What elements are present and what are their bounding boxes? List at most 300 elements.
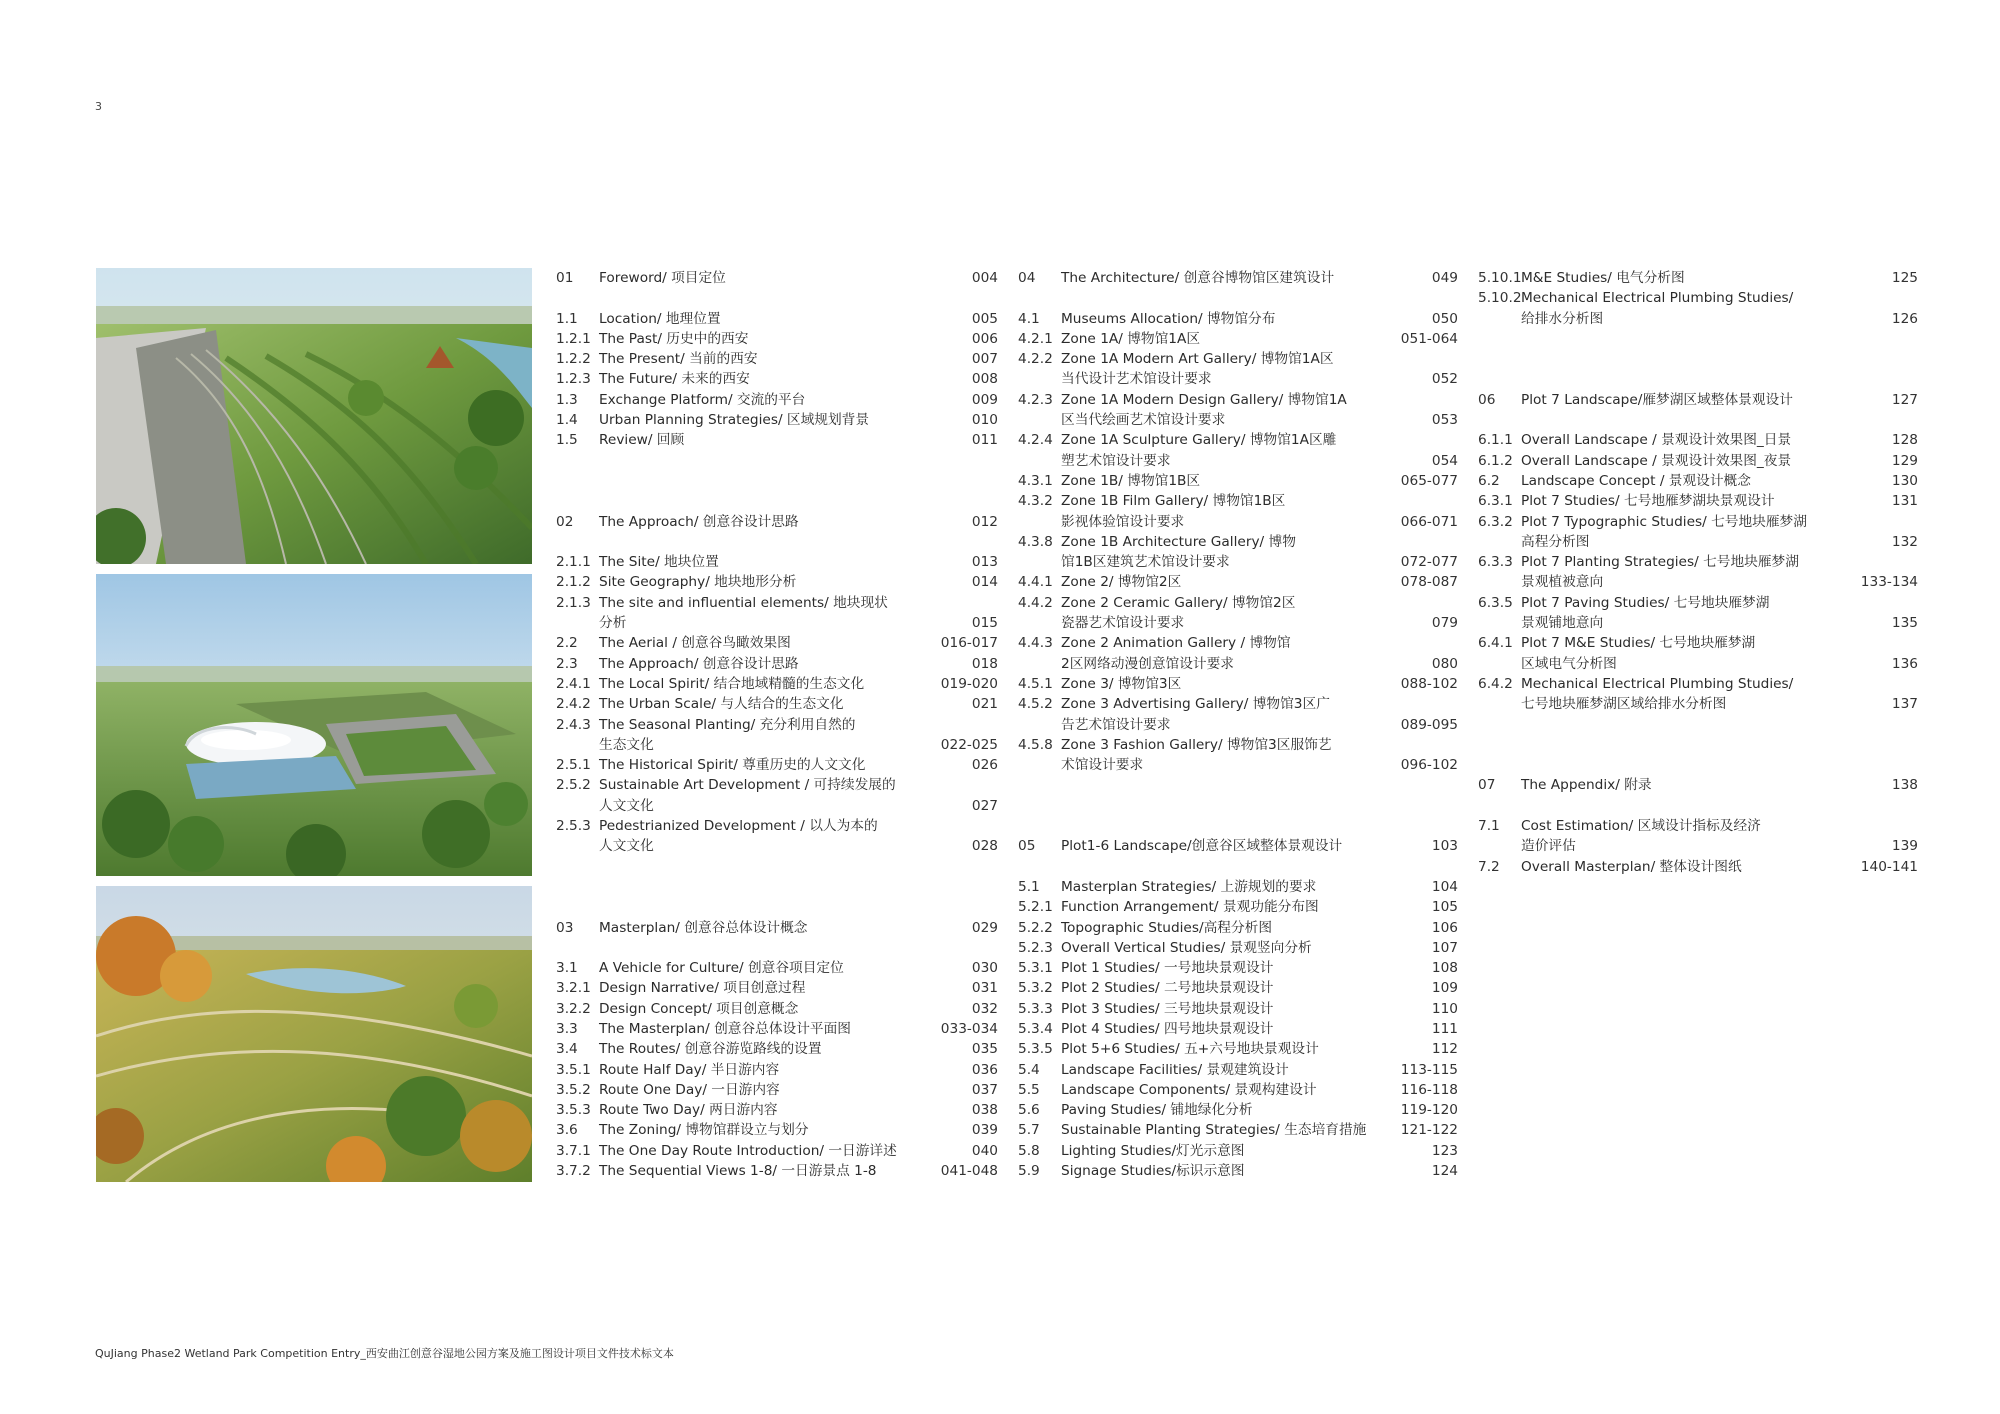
- toc-entry-number: 03: [556, 919, 574, 936]
- toc-entry-number: 4.4.3: [1018, 635, 1053, 652]
- toc-entry[interactable]: [1018, 1141, 1458, 1161]
- toc-entry[interactable]: [1018, 938, 1458, 958]
- toc-entry-title: [1521, 471, 1892, 491]
- toc-entry[interactable]: [1018, 572, 1458, 592]
- toc-entry-number: 5.3.4: [1018, 1020, 1053, 1037]
- toc-entry[interactable]: [1478, 512, 1918, 553]
- toc-entry-number: 3.5.1: [556, 1061, 591, 1078]
- toc-entry[interactable]: [1018, 1039, 1458, 1059]
- toc-entry-number: 04: [1018, 270, 1036, 286]
- toc-entry[interactable]: [556, 674, 998, 694]
- toc-entry-number: 4.1: [1018, 310, 1040, 327]
- toc-entry-page: 035: [971, 1041, 998, 1058]
- toc-entry-title: [599, 694, 972, 714]
- toc-entry-number: 07: [1478, 777, 1496, 794]
- toc-entry-title-line: 给排水分析图: [1521, 310, 1604, 327]
- toc-entry-page: 121-122: [1400, 1122, 1458, 1139]
- toc-entry[interactable]: [1018, 674, 1458, 694]
- toc-entry-page: 127: [1891, 391, 1918, 408]
- toc-entry[interactable]: [556, 816, 998, 857]
- toc-entry-title-line: Zone 1A Sculpture Gallery/ 博物馆1A区雕: [1061, 432, 1337, 449]
- toc-entry-title: [1521, 268, 1892, 288]
- page-number: 3: [95, 100, 102, 113]
- toc-entry-title-line: 塑艺术馆设计要求: [1061, 452, 1171, 469]
- toc-entry[interactable]: [556, 1161, 998, 1181]
- toc-entry-number: 01: [556, 270, 574, 286]
- toc-entry[interactable]: [556, 369, 998, 389]
- toc-entry[interactable]: [556, 715, 998, 756]
- toc-entry-title: [1061, 1019, 1432, 1039]
- toc-entry-title-line: Zone 3/ 博物馆3区: [1061, 675, 1182, 692]
- toc-entry[interactable]: [556, 633, 998, 653]
- toc-entry[interactable]: [1018, 1100, 1458, 1120]
- toc-entry-title-line: Zone 3 Advertising Gallery/ 博物馆3区广: [1061, 696, 1330, 713]
- toc-entry-title: [599, 633, 941, 653]
- toc-entry-title: [1061, 309, 1432, 329]
- toc-entry-number: 4.2.3: [1018, 391, 1053, 408]
- toc-entry-number: 4.2.1: [1018, 330, 1053, 347]
- toc-entry-title-line: Overall Landscape / 景观设计效果图_夜景: [1521, 452, 1792, 469]
- toc-entry-number: 4.3.8: [1018, 533, 1053, 550]
- toc-entry-title: [1061, 593, 1432, 634]
- toc-entry-number: 3.6: [556, 1122, 578, 1139]
- toc-entry-page: 052: [1431, 371, 1458, 388]
- toc-entry-page: 137: [1891, 696, 1918, 713]
- toc-entry-title: [599, 715, 941, 756]
- toc-entry-title-line: The One Day Route Introduction/ 一日游详述: [599, 1142, 897, 1159]
- toc-entry[interactable]: [556, 1019, 998, 1039]
- toc-entry-title: [599, 755, 972, 775]
- toc-entry-title: [599, 1141, 972, 1161]
- toc-entry-page: 016-017: [940, 635, 998, 652]
- toc-entry[interactable]: [556, 1120, 998, 1140]
- toc-entry[interactable]: [556, 1039, 998, 1059]
- toc-entry-title: [1061, 1100, 1401, 1120]
- toc-entry[interactable]: [1018, 430, 1458, 471]
- toc-entry-title-line: Function Arrangement/ 景观功能分布图: [1061, 899, 1319, 916]
- toc-entry-page: 011: [971, 432, 998, 449]
- toc-entry[interactable]: [556, 410, 998, 430]
- toc-entry-number: 5.1: [1018, 878, 1040, 895]
- toc-entry-page: 004: [971, 270, 998, 286]
- toc-entry-title-line: Cost Estimation/ 区域设计指标及经济: [1521, 818, 1761, 835]
- toc-entry-number: 2.1.2: [556, 574, 591, 591]
- toc-entry[interactable]: [1018, 958, 1458, 978]
- toc-entry-number: 1.3: [556, 391, 578, 408]
- toc-entry-title-line: Zone 1A Modern Art Gallery/ 博物馆1A区: [1061, 351, 1334, 368]
- toc-entry-title-line: Plot 5+6 Studies/ 五+六号地块景观设计: [1061, 1041, 1319, 1058]
- toc-entry-page: 140-141: [1860, 858, 1918, 875]
- toc-entry-title: [599, 674, 941, 694]
- toc-entry-title: [1521, 451, 1892, 471]
- toc-entry-number: 6.3.1: [1478, 493, 1513, 510]
- toc-entry[interactable]: [1018, 1161, 1458, 1181]
- toc-entry[interactable]: [1018, 1060, 1458, 1080]
- toc-entry[interactable]: [1478, 288, 1918, 329]
- toc-entry-number: 2.5.1: [556, 757, 591, 774]
- toc-entry[interactable]: [1018, 1019, 1458, 1039]
- toc-entry-page: 053: [1431, 412, 1458, 429]
- toc-entry-title: [599, 512, 972, 532]
- toc-entry-page: 080: [1431, 655, 1458, 672]
- toc-entry-title-line: 景观铺地意向: [1521, 615, 1604, 632]
- toc-entry-title: [1061, 918, 1432, 938]
- toc-entry-page: 131: [1891, 493, 1918, 510]
- toc-entry-title: [1061, 390, 1432, 431]
- toc-entry-title-line: 高程分析图: [1521, 533, 1590, 550]
- toc-entry-title-line: Overall Landscape / 景观设计效果图_日景: [1521, 432, 1792, 449]
- toc-entry-title-line: Route Half Day/ 半日游内容: [599, 1061, 780, 1078]
- toc-entry-number: 1.5: [556, 432, 578, 449]
- toc-entry-page: 028: [971, 838, 998, 855]
- toc-entry-title-line: Plot 1 Studies/ 一号地块景观设计: [1061, 960, 1274, 977]
- toc-entry-title: [1061, 999, 1432, 1019]
- toc-entry-title-line: Design Concept/ 项目创意概念: [599, 1000, 799, 1017]
- toc-entry-title-line: Mechanical Electrical Plumbing Studies/: [1521, 675, 1794, 692]
- toc-entry-number: 2.2: [556, 635, 578, 652]
- toc-entry-page: 005: [971, 310, 998, 327]
- toc-entry[interactable]: [1478, 451, 1918, 471]
- toc-entry-page: 007: [971, 351, 998, 368]
- toc-entry-number: 3.7.1: [556, 1142, 591, 1159]
- toc-entry-page: 104: [1431, 878, 1458, 895]
- toc-entry[interactable]: [556, 978, 998, 998]
- toc-entry[interactable]: [556, 775, 998, 816]
- toc-entry-title-line: 人文文化: [599, 797, 654, 814]
- toc-entry-number: 4.2.2: [1018, 351, 1053, 368]
- toc-entry-title-line: Paving Studies/ 铺地绿化分析: [1061, 1102, 1253, 1119]
- toc-entry-number: 3.3: [556, 1020, 578, 1037]
- toc-entry[interactable]: [1478, 430, 1918, 450]
- toc-entry-page: 126: [1891, 310, 1918, 327]
- toc-entry-title: [599, 593, 972, 634]
- toc-entry-page: 039: [971, 1122, 998, 1139]
- toc-entry-page: 049: [1431, 270, 1458, 286]
- toc-entry-number: 3.5.2: [556, 1081, 591, 1098]
- toc-entry-title: [1061, 329, 1401, 349]
- toc-entry-page: 129: [1891, 452, 1918, 469]
- toc-entry-number: 5.3.3: [1018, 1000, 1053, 1017]
- toc-entry-title-line: The Seasonal Planting/ 充分利用自然的: [599, 716, 856, 733]
- toc-entry[interactable]: [556, 1100, 998, 1120]
- toc-entry[interactable]: [1018, 309, 1458, 329]
- toc-entry-page: 096-102: [1400, 757, 1458, 774]
- toc-entry-title: [1521, 430, 1892, 450]
- toc-entry-title-line: The site and influential elements/ 地块现状: [599, 594, 888, 611]
- toc-entry-page: 009: [971, 391, 998, 408]
- toc-entry-title-line: Location/ 地理位置: [599, 310, 721, 327]
- toc-entry[interactable]: [1478, 552, 1918, 593]
- toc-entry-title-line: The Appendix/ 附录: [1521, 777, 1652, 794]
- toc-entry[interactable]: [556, 1141, 998, 1161]
- photo-aerial-wetland-park-top: [96, 268, 532, 564]
- toc-entry-number: 5.7: [1018, 1122, 1040, 1139]
- toc-entry-title: [1061, 958, 1432, 978]
- toc-entry[interactable]: [556, 572, 998, 592]
- toc-entry-page: 078-087: [1400, 574, 1458, 591]
- toc-entry[interactable]: [1478, 471, 1918, 491]
- toc-section-heading[interactable]: [1478, 775, 1918, 795]
- toc-entry[interactable]: [1478, 268, 1918, 288]
- toc-entry-title-line: Foreword/ 项目定位: [599, 270, 726, 286]
- toc-entry[interactable]: [1018, 491, 1458, 532]
- toc-column-2: [1018, 268, 1458, 1181]
- toc-entry-title: [1521, 674, 1892, 715]
- toc-entry-number: 5.6: [1018, 1102, 1040, 1119]
- toc-section-heading[interactable]: [556, 268, 998, 288]
- toc-entry-title-line: Lighting Studies/灯光示意图: [1061, 1142, 1245, 1159]
- toc-entry-title: [1061, 572, 1401, 592]
- toc-entry-title-line: Plot 7 Typographic Studies/ 七号地块雁梦湖: [1521, 513, 1807, 530]
- toc-entry-title-line: 区当代绘画艺术馆设计要求: [1061, 412, 1226, 429]
- toc-entry-title-line: M&E Studies/ 电气分析图: [1521, 270, 1685, 286]
- toc-entry-title-line: Museums Allocation/ 博物馆分布: [1061, 310, 1276, 327]
- toc-entry-title-line: Zone 2/ 博物馆2区: [1061, 574, 1182, 591]
- toc-entry[interactable]: [1018, 1120, 1458, 1140]
- toc-entry-title: [1061, 674, 1401, 694]
- toc-entry-title: [1061, 471, 1401, 491]
- toc-entry-title-line: The Routes/ 创意谷游览路线的设置: [599, 1041, 822, 1058]
- toc-entry-page: 010: [971, 412, 998, 429]
- toc-entry[interactable]: [556, 694, 998, 714]
- toc-entry-page: 051-064: [1400, 330, 1458, 347]
- toc-entry-title: [1521, 390, 1892, 410]
- toc-entry-title: [1061, 1141, 1432, 1161]
- toc-entry-page: 037: [971, 1081, 998, 1098]
- toc-entry[interactable]: [556, 958, 998, 978]
- toc-entry-title-line: Masterplan/ 创意谷总体设计概念: [599, 919, 808, 936]
- toc-entry-title: [1521, 491, 1892, 511]
- photo-aerial-autumn-landscape: [96, 886, 532, 1182]
- toc-entry-title: [599, 369, 972, 389]
- toc-entry-title-line: Plot 7 Studies/ 七号地雁梦湖块景观设计: [1521, 493, 1775, 510]
- toc-entry-number: 3.2.1: [556, 980, 591, 997]
- toc-entry-title-line: Sustainable Planting Strategies/ 生态培育措施: [1061, 1122, 1367, 1139]
- heading-spacer: [556, 532, 998, 552]
- toc-entry[interactable]: [1018, 390, 1458, 431]
- toc-entry-title-line: 生态文化: [599, 736, 654, 753]
- toc-entry[interactable]: [556, 999, 998, 1019]
- toc-entry-title: [599, 1100, 972, 1120]
- toc-entry[interactable]: [1478, 674, 1918, 715]
- toc-entry-title: [599, 775, 972, 816]
- toc-entry-number: 1.2.2: [556, 351, 591, 368]
- toc-entry-title: [1521, 816, 1892, 857]
- toc-entry[interactable]: [1478, 633, 1918, 674]
- toc-entry-number: 4.4.2: [1018, 594, 1053, 611]
- heading-spacer: [1018, 857, 1458, 877]
- toc-entry-title: [1061, 349, 1432, 390]
- toc-entry-number: 4.3.2: [1018, 493, 1053, 510]
- toc-entry-number: 5.10.1: [1478, 270, 1522, 286]
- toc-entry-page: 066-071: [1400, 513, 1458, 530]
- toc-entry[interactable]: [1018, 593, 1458, 634]
- toc-entry-number: 6.1.2: [1478, 452, 1513, 469]
- toc-entry-page: 018: [971, 655, 998, 672]
- toc-entry-page: 072-077: [1400, 554, 1458, 571]
- toc-entry-page: 032: [971, 1000, 998, 1017]
- toc-entry-title-line: Site Geography/ 地块地形分析: [599, 574, 797, 591]
- toc-entry-title: [599, 1039, 972, 1059]
- toc-entry-title: [1061, 1161, 1432, 1181]
- toc-entry-title-line: The Past/ 历史中的西安: [599, 330, 749, 347]
- toc-entry[interactable]: [1478, 593, 1918, 634]
- toc-entry-page: 022-025: [940, 736, 998, 753]
- toc-entry[interactable]: [1018, 999, 1458, 1019]
- toc-entry-number: 7.2: [1478, 858, 1500, 875]
- toc-entry-page: 036: [971, 1061, 998, 1078]
- toc-entry-title-line: Overall Masterplan/ 整体设计图纸: [1521, 858, 1742, 875]
- toc-entry-page: 113-115: [1400, 1061, 1458, 1078]
- toc-entry-title: [1521, 552, 1861, 593]
- toc-entry[interactable]: [1018, 633, 1458, 674]
- heading-spacer: [556, 938, 998, 958]
- toc-entry-title-line: Zone 1B/ 博物馆1B区: [1061, 472, 1201, 489]
- toc-entry[interactable]: [556, 309, 998, 329]
- toc-entry-number: 3.5.3: [556, 1102, 591, 1119]
- toc-column-3: [1478, 268, 1918, 877]
- toc-entry[interactable]: [556, 593, 998, 634]
- toc-section-heading[interactable]: [556, 918, 998, 938]
- toc-entry-number: 4.5.1: [1018, 675, 1053, 692]
- toc-entry[interactable]: [1478, 816, 1918, 857]
- toc-entry-number: 1.2.1: [556, 330, 591, 347]
- toc-entry[interactable]: [1018, 349, 1458, 390]
- toc-entry-page: 105: [1431, 899, 1458, 916]
- toc-entry-number: 6.1.1: [1478, 432, 1513, 449]
- toc-entry[interactable]: [556, 755, 998, 775]
- toc-entry[interactable]: [556, 329, 998, 349]
- toc-entry[interactable]: [556, 390, 998, 410]
- toc-entry-number: 6.3.5: [1478, 594, 1513, 611]
- toc-entry[interactable]: [556, 349, 998, 369]
- toc-entry-title-line: Landscape Concept / 景观设计概念: [1521, 472, 1751, 489]
- toc-entry[interactable]: [1018, 329, 1458, 349]
- toc-entry-title: [1061, 1039, 1432, 1059]
- toc-entry-title-line: Signage Studies/标识示意图: [1061, 1163, 1245, 1180]
- toc-entry[interactable]: [1478, 491, 1918, 511]
- toc-entry-title-line: Design Narrative/ 项目创意过程: [599, 980, 806, 997]
- toc-entry-title-line: A Vehicle for Culture/ 创意谷项目定位: [599, 960, 844, 977]
- toc-entry[interactable]: [1018, 918, 1458, 938]
- toc-entry[interactable]: [556, 430, 998, 450]
- toc-entry[interactable]: [556, 1080, 998, 1100]
- toc-entry[interactable]: [1018, 694, 1458, 735]
- toc-section-heading[interactable]: [1018, 268, 1458, 288]
- toc-entry[interactable]: [1018, 735, 1458, 776]
- toc-entry[interactable]: [1018, 1080, 1458, 1100]
- toc-entry-page: 012: [971, 513, 998, 530]
- heading-spacer: [1478, 796, 1918, 816]
- toc-entry[interactable]: [556, 552, 998, 572]
- toc-entry-title-line: Plot 7 Planting Strategies/ 七号地块雁梦湖: [1521, 554, 1799, 571]
- toc-entry-number: 6.2: [1478, 472, 1500, 489]
- section-spacer: [1478, 329, 1918, 390]
- toc-entry-page: 135: [1891, 615, 1918, 632]
- toc-entry-number: 6.3.3: [1478, 554, 1513, 571]
- toc-entry-title: [1061, 532, 1401, 573]
- toc-entry-title: [1061, 1120, 1401, 1140]
- toc-entry-page: 125: [1891, 270, 1918, 286]
- toc-entry[interactable]: [1018, 978, 1458, 998]
- toc-entry-page: 041-048: [940, 1163, 998, 1180]
- toc-entry-title-line: 影视体验馆设计要求: [1061, 513, 1185, 530]
- photo-aerial-museum-building: [96, 574, 532, 876]
- toc-entry-title-line: Pedestrianized Development / 以人为本的: [599, 818, 878, 835]
- toc-entry-title-line: 人文文化: [599, 838, 654, 855]
- toc-entry-title: [1061, 268, 1432, 288]
- toc-entry[interactable]: [1018, 897, 1458, 917]
- toc-entry-title-line: 瓷器艺术馆设计要求: [1061, 615, 1185, 632]
- toc-entry-title-line: Zone 1A/ 博物馆1A区: [1061, 330, 1201, 347]
- toc-entry-title-line: Plot 4 Studies/ 四号地块景观设计: [1061, 1020, 1274, 1037]
- toc-section-heading[interactable]: [1478, 390, 1918, 410]
- toc-entry-number: 5.3.2: [1018, 980, 1053, 997]
- toc-entry-page: 006: [971, 330, 998, 347]
- toc-entry-page: 103: [1431, 838, 1458, 855]
- toc-entry-title-line: 2区网络动漫创意馆设计要求: [1061, 655, 1234, 672]
- toc-entry-title: [599, 918, 972, 938]
- toc-entry-title: [1061, 430, 1432, 471]
- toc-entry-title: [599, 1161, 941, 1181]
- toc-entry[interactable]: [1018, 532, 1458, 573]
- toc-entry-title: [599, 572, 972, 592]
- toc-entry-title-line: Plot 3 Studies/ 三号地块景观设计: [1061, 1000, 1274, 1017]
- toc-entry[interactable]: [1478, 857, 1918, 877]
- toc-entry-title-line: Masterplan Strategies/ 上游规划的要求: [1061, 878, 1317, 895]
- toc-entry-number: 1.2.3: [556, 371, 591, 388]
- toc-section-heading[interactable]: [556, 512, 998, 532]
- toc-entry-page: 109: [1431, 980, 1458, 997]
- toc-entry-number: 4.4.1: [1018, 574, 1053, 591]
- toc-entry-title-line: Zone 1B Film Gallery/ 博物馆1B区: [1061, 493, 1286, 510]
- toc-entry-number: 3.4: [556, 1041, 578, 1058]
- toc-entry-page: 116-118: [1400, 1081, 1458, 1098]
- toc-entry-page: 111: [1431, 1020, 1458, 1037]
- toc-entry-title-line: The Approach/ 创意谷设计思路: [599, 513, 799, 530]
- toc-entry-title-line: The Historical Spirit/ 尊重历史的人文文化: [599, 757, 866, 774]
- toc-entry-page: 132: [1891, 533, 1918, 550]
- toc-entry-page: 128: [1891, 432, 1918, 449]
- toc-entry-title-line: The Aerial / 创意谷鸟瞰效果图: [599, 635, 791, 652]
- toc-entry[interactable]: [556, 1060, 998, 1080]
- toc-entry-title: [599, 1080, 972, 1100]
- toc-entry-number: 2.4.1: [556, 675, 591, 692]
- toc-entry-title: [1061, 938, 1432, 958]
- toc-entry-page: 133-134: [1860, 574, 1918, 591]
- toc-entry-title-line: 馆1B区建筑艺术馆设计要求: [1061, 554, 1230, 571]
- toc-entry-number: 1.1: [556, 310, 578, 327]
- toc-entry-page: 030: [971, 960, 998, 977]
- toc-section-heading[interactable]: [1018, 836, 1458, 856]
- toc-entry-title: [1061, 978, 1432, 998]
- toc-entry[interactable]: [556, 654, 998, 674]
- toc-entry-title-line: Sustainable Art Development / 可持续发展的: [599, 777, 896, 794]
- toc-entry-title-line: 景观植被意向: [1521, 574, 1604, 591]
- toc-entry-title-line: 告艺术馆设计要求: [1061, 716, 1171, 733]
- toc-entry-title: [599, 958, 972, 978]
- toc-entry-number: 5.2.1: [1018, 899, 1053, 916]
- toc-entry-title: [599, 430, 972, 450]
- toc-entry-title-line: The Masterplan/ 创意谷总体设计平面图: [599, 1020, 851, 1037]
- toc-entry-title-line: Topographic Studies/高程分析图: [1061, 919, 1273, 936]
- toc-entry[interactable]: [1018, 877, 1458, 897]
- toc-entry-number: 2.1.1: [556, 554, 591, 571]
- toc-entry-title-line: Zone 1A Modern Design Gallery/ 博物馆1A: [1061, 391, 1347, 408]
- toc-entry-title-line: 术馆设计要求: [1061, 757, 1144, 774]
- toc-entry[interactable]: [1018, 471, 1458, 491]
- toc-entry-number: 5.8: [1018, 1142, 1040, 1159]
